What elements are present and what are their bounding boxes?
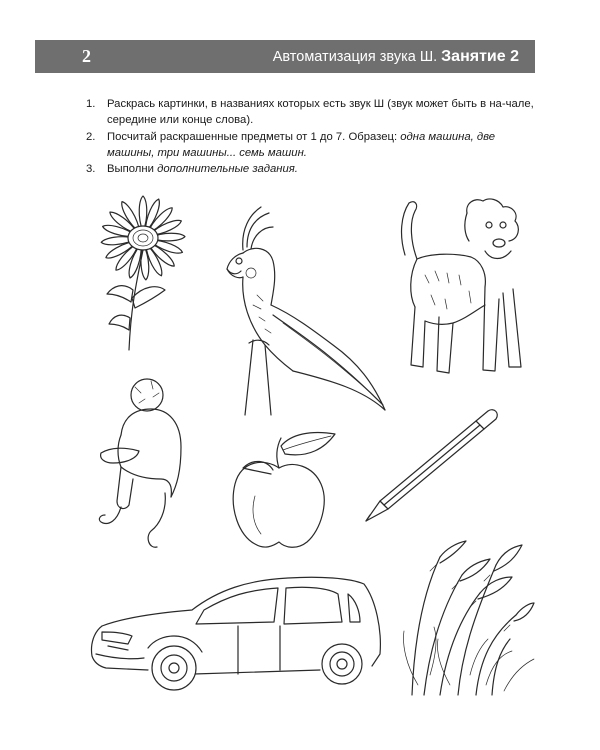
parrot-icon (213, 205, 393, 415)
task-number: 3. (86, 163, 96, 176)
hat-icon (95, 375, 205, 575)
car-icon (88, 570, 388, 695)
task-item (86, 161, 536, 177)
pencil-icon (360, 405, 505, 525)
task-text: Раскрась картинки, в названиях которых есть звук Ш (звук может быть в на-чале, середине или конце слова). (107, 98, 534, 127)
task-item (86, 96, 536, 129)
lesson-title (273, 48, 519, 66)
task-example: одна машина, две машины, три машины... семь машин. (107, 130, 496, 159)
reeds-icon (400, 535, 535, 695)
dog-icon (395, 195, 540, 395)
task-text: Посчитай раскрашенные предметы от 1 до 7. Образец: (107, 130, 401, 143)
lesson-title-bold: Занятие 2 (441, 47, 519, 65)
task-list (86, 96, 536, 177)
page-number: 2 (82, 46, 91, 66)
apple-icon (225, 430, 355, 555)
task-number: 1. (86, 98, 96, 110)
task-extra: дополнительные задания. (157, 163, 298, 176)
page-header (35, 40, 535, 73)
lesson-title-regular: Автоматизация звука Ш. (272, 48, 438, 65)
task-number: 2. (86, 130, 96, 143)
task-text: Выполни (107, 163, 158, 176)
task-item (86, 129, 536, 162)
daisy-icon (85, 190, 205, 355)
